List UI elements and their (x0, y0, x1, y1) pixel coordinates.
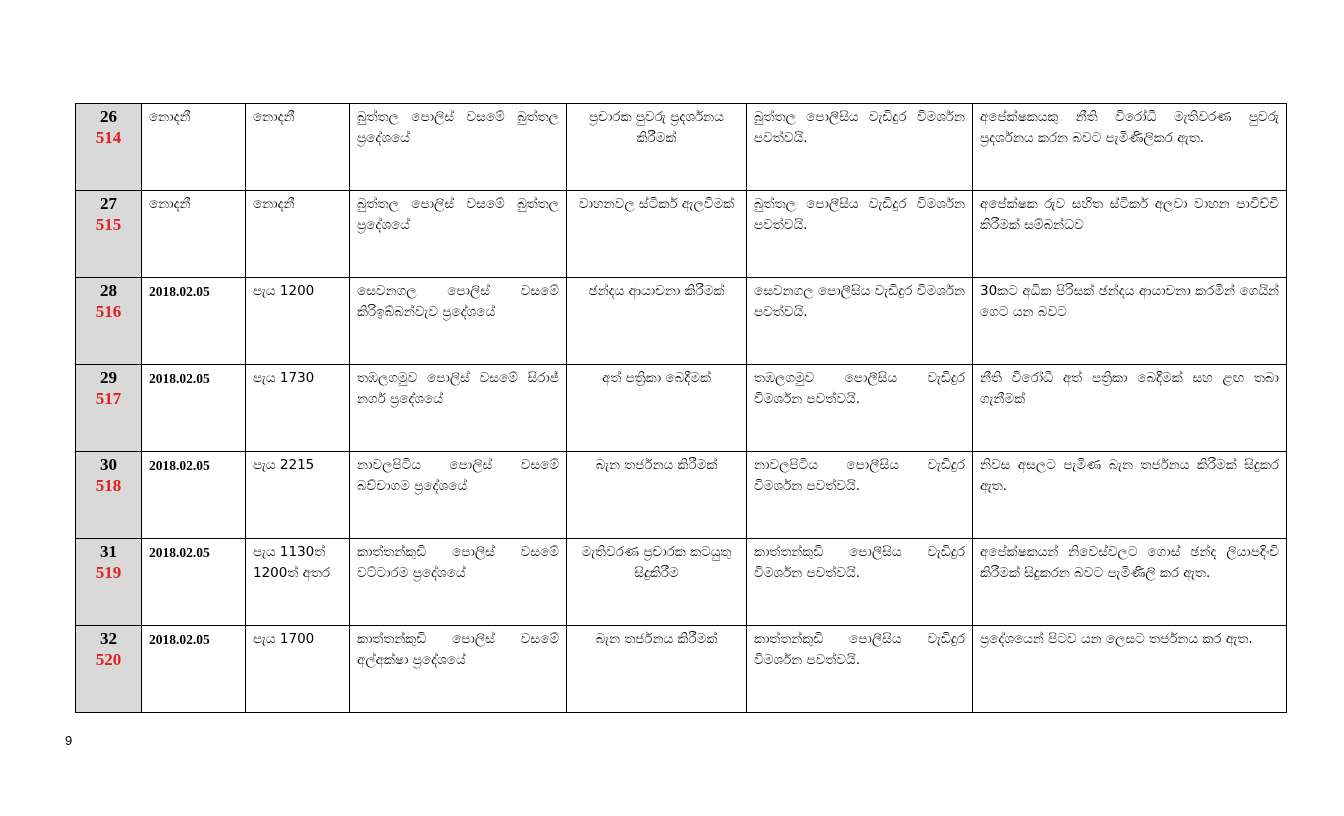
time-cell: පැය 2215 (246, 452, 350, 539)
incident-cell: බැන තර්ජනය කිරීමක් (567, 452, 747, 539)
incident-cell: ඡන්දය ආයාචනා කිරීමක් (567, 278, 747, 365)
reference-number: 517 (95, 389, 122, 408)
page-number: 9 (65, 733, 73, 748)
action-cell: තඹලගමුව පොලීසිය වැඩිදුර විමර්ශන පවත්වයි. (747, 365, 973, 452)
table-row (76, 104, 1287, 191)
remarks-cell: අපේක්ෂකයකු නීති විරෝධී මැතිවරණ පුවරු ප්‍රදර්ශනය කරන බවට පැමිණිලිකර ඇත. (973, 104, 1287, 191)
time-cell: පැය 1730 (246, 365, 350, 452)
entry-number-cell (76, 626, 142, 713)
date-cell: 2018.02.05 (142, 452, 246, 539)
entry-number: 27 (100, 194, 117, 213)
time-cell: පැය 1130ත් 1200ත් අතර (246, 539, 350, 626)
remarks-cell: අපේක්ෂකයන් නිවෙස්වලට ගොස් ඡන්ද ලියාපදිංචි කිරීමක් සිදුකරන බවට පැමිණිලි කර ඇත. (973, 539, 1287, 626)
date-cell: 2018.02.05 (142, 539, 246, 626)
entry-number-cell (76, 104, 142, 191)
time-cell: පැය 1700 (246, 626, 350, 713)
time-cell: නොදනී (246, 191, 350, 278)
action-cell: කාත්තන්කුඩි පොලීසිය වැඩිදුර විමර්ශන පවත්වයි. (747, 539, 973, 626)
entry-number: 32 (100, 629, 117, 648)
entry-number-cell (76, 452, 142, 539)
entry-number-cell (76, 278, 142, 365)
table-body (76, 104, 1287, 713)
remarks-cell: 30කට අධික පිරිසක් ඡන්දය ආයාචනා කරමින් ගෙයින් ගෙට යන බවට (973, 278, 1287, 365)
remarks-cell: අපේක්ෂක රුව සහිත ස්ටිකර් අලවා වාහන පාවිච්චි කිරීමක් සම්බන්ධව (973, 191, 1287, 278)
entry-number: 30 (100, 455, 117, 474)
date-cell: නොදනී (142, 191, 246, 278)
table-row (76, 539, 1287, 626)
reference-number: 520 (95, 650, 122, 669)
action-cell: සෙවනගල පොලීසිය වැඩිදුර විමර්ශන පවත්වයි. (747, 278, 973, 365)
reference-number: 515 (95, 215, 122, 234)
location-cell: සෙවනගල පොලිස් වසමේ කිරිඉබ්බන්වැව ප්‍රදේශයේ (350, 278, 567, 365)
entry-number-cell (76, 191, 142, 278)
table-row (76, 626, 1287, 713)
date-cell: 2018.02.05 (142, 365, 246, 452)
table-row (76, 452, 1287, 539)
incident-cell: බැන තර්ජනය කිරීමක් (567, 626, 747, 713)
time-cell: පැය 1200 (246, 278, 350, 365)
action-cell: බුත්තල පොලීසිය වැඩිදුර විමර්ශන පවත්වයි. (747, 191, 973, 278)
reference-number: 519 (95, 563, 122, 582)
location-cell: කාත්තන්කුඩි පොලිස් වසමේ අල්අක්ෂා ප්‍රදේශයේ (350, 626, 567, 713)
date-cell: 2018.02.05 (142, 278, 246, 365)
entry-number: 29 (100, 368, 117, 387)
location-cell: බුත්තල පොලිස් වසමේ බුත්තල ප්‍රදේශයේ (350, 104, 567, 191)
table-row (76, 278, 1287, 365)
date-cell: නොදනී (142, 104, 246, 191)
table-row (76, 191, 1287, 278)
reference-number: 518 (95, 476, 122, 495)
entry-number-cell (76, 365, 142, 452)
entry-number-cell (76, 539, 142, 626)
incident-cell: ප්‍රචාරක පුවරු ප්‍රදර්ශනය කිරීමක් (567, 104, 747, 191)
remarks-cell: නිවස අසලට පැමිණ බැන තර්ජනය කිරීමක් සිදුකර ඇත. (973, 452, 1287, 539)
entry-number: 26 (100, 107, 117, 126)
incident-cell: මැතිවරණ ප්‍රචාරක කටයුතු සිදුකිරීම (567, 539, 747, 626)
action-cell: නාවලපිටිය පොලීසිය වැඩිදුර විමර්ශන පවත්වයි. (747, 452, 973, 539)
location-cell: තඹලගමුව පොලිස් වසමේ සිරාජ් නගර් ප්‍රදේශයේ (350, 365, 567, 452)
time-cell: නොදනී (246, 104, 350, 191)
incident-cell: අත් පත්‍රිකා බෙදීමක් (567, 365, 747, 452)
entry-number: 31 (100, 542, 117, 561)
remarks-cell: ප්‍රදේශයෙන් පිටව යන ලෙසට තර්ජනය කර ඇත. (973, 626, 1287, 713)
incident-cell: වාහනවල ස්ටිකර් ඇලවීමක් (567, 191, 747, 278)
reference-number: 516 (95, 302, 122, 321)
location-cell: කාත්තන්කුඩි පොලිස් වසමේ වට්ටාරම ප්‍රදේශයේ (350, 539, 567, 626)
date-cell: 2018.02.05 (142, 626, 246, 713)
reference-number: 514 (95, 128, 122, 147)
action-cell: කාත්තන්කුඩි පොලීසිය වැඩිදුර විමර්ශන පවත්වයි. (747, 626, 973, 713)
entry-number: 28 (100, 281, 117, 300)
action-cell: බුත්තල පොලීසිය වැඩිදුර විමර්ශන පවත්වයි. (747, 104, 973, 191)
remarks-cell: නීති විරෝධී අත් පත්‍රිකා බෙදීමක් සහ ළඟ තබා ගැනීමක් (973, 365, 1287, 452)
table-row (76, 365, 1287, 452)
location-cell: නාවලපිටිය පොලිස් වසමේ බච්චාගම ප්‍රදේශයේ (350, 452, 567, 539)
incident-table (75, 103, 1287, 713)
location-cell: බුත්තල පොලිස් වසමේ බුත්තල ප්‍රදේශයේ (350, 191, 567, 278)
